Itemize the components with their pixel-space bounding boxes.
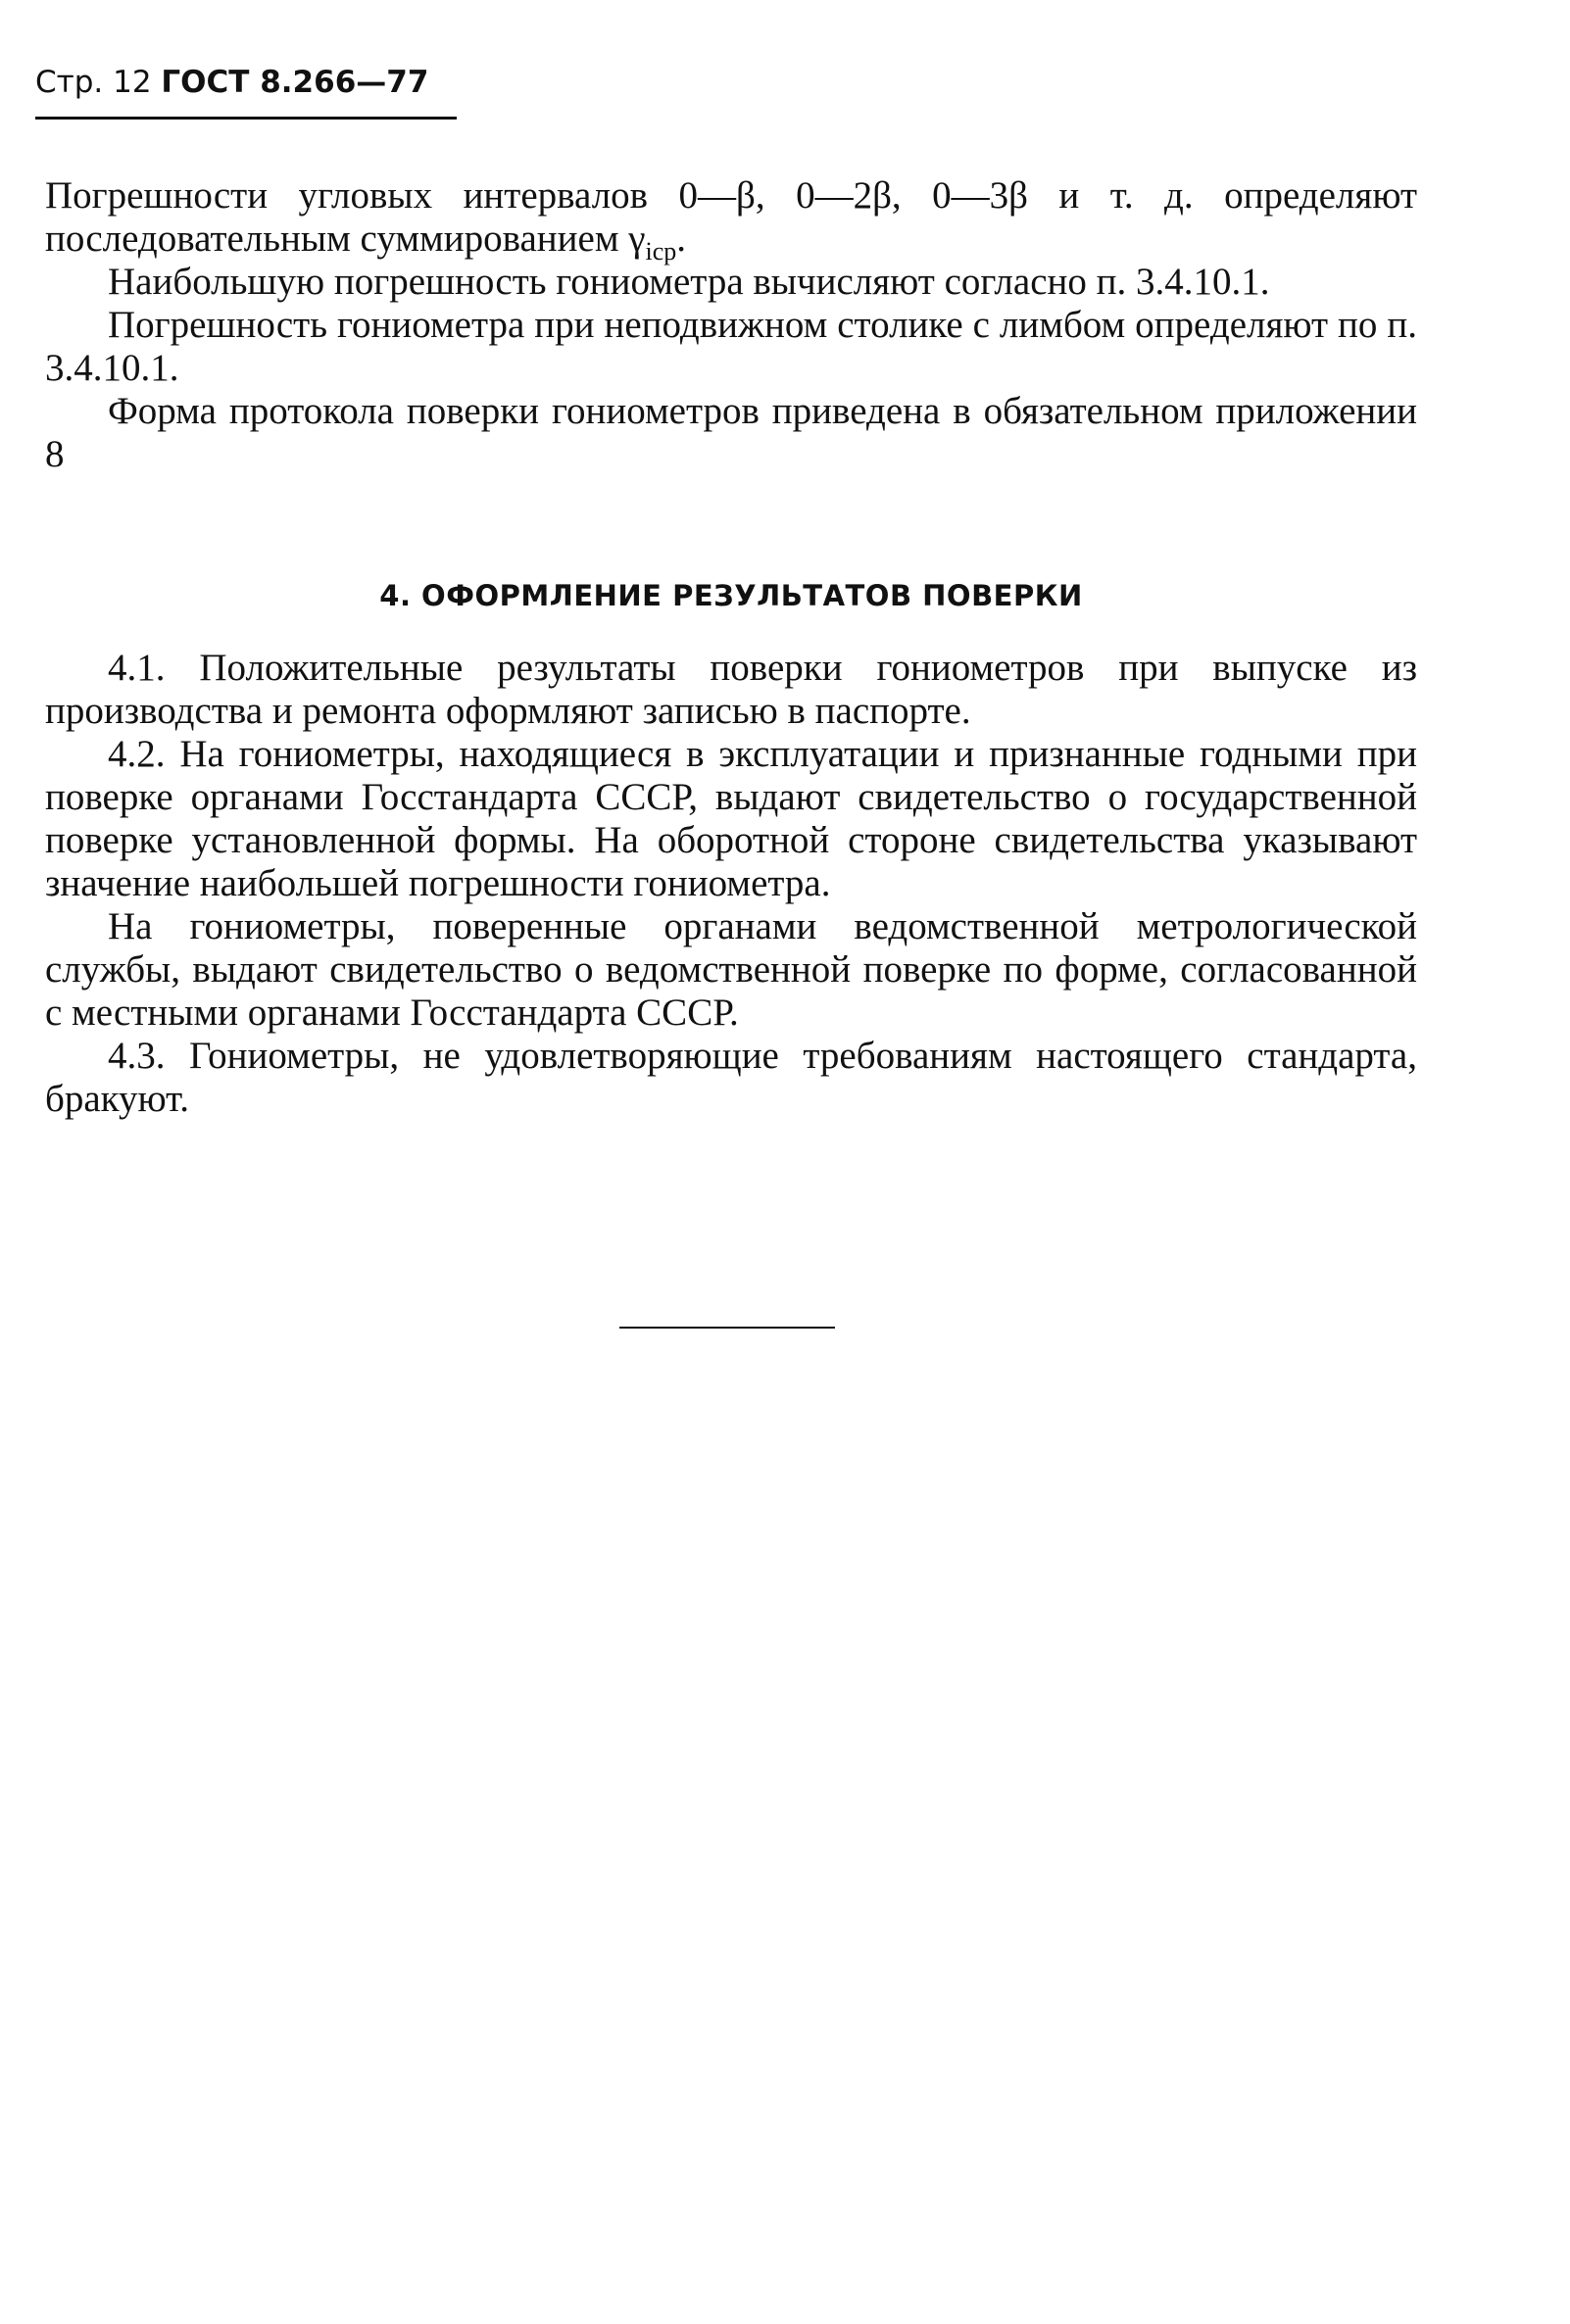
section-heading: 4. ОФОРМЛЕНИЕ РЕЗУЛЬТАТОВ ПОВЕРКИ [379, 579, 1083, 612]
paragraph-4-2: 4.2. На гониометры, находящиеся в эксплуатации и признанные годными при поверке органами Госстандарта СССР, выдают свидетельство о государственной поверке установленной формы. На оборотной стороне свидетельства указывают значение наибольшей погрешности гониометра. [45, 733, 1417, 904]
page-header [35, 63, 457, 102]
paragraph-4-2-departmental: На гониометры, поверенные органами ведомственной метрологической службы, выдают свидетельство о ведомственной поверке по форме, согласованной с местными органами Госстандарта СССР. [45, 905, 1417, 1034]
paragraph-angular-intervals [45, 174, 1417, 266]
paragraph-end: . [676, 218, 687, 260]
header-underline [35, 117, 457, 120]
paragraph-4-3: 4.3. Гониометры, не удовлетворяющие требованиям настоящего стандарта, бракуют. [45, 1035, 1417, 1120]
subscript-text: iср [645, 236, 677, 266]
end-of-text-rule [619, 1327, 835, 1329]
continued-text-block [45, 174, 1417, 476]
paragraph-4-1: 4.1. Положительные результаты поверки гониометров при выпуске из производства и ремонта оформляют записью в паспорте. [45, 647, 1417, 732]
paragraph-max-error: Наибольшую погрешность гониометра вычисляют согласно п. 3.4.10.1. [108, 261, 1270, 303]
paragraph-protocol-form: Форма протокола поверки гониометров приведена в обязательном приложении 8 [45, 390, 1417, 475]
section-4-text-block [45, 647, 1417, 1121]
page-number: Стр. 12 [35, 65, 152, 100]
document-code: ГОСТ 8.266—77 [161, 65, 429, 100]
paragraph-text: Погрешности угловых интервалов 0—β, 0—2β, 0—3β и т. д. определяют последовательным суммированием γ [45, 174, 1417, 260]
paragraph-fixed-table-error: Погрешность гониометра при неподвижном столике с лимбом определяют по п. 3.4.10.1. [45, 304, 1417, 389]
